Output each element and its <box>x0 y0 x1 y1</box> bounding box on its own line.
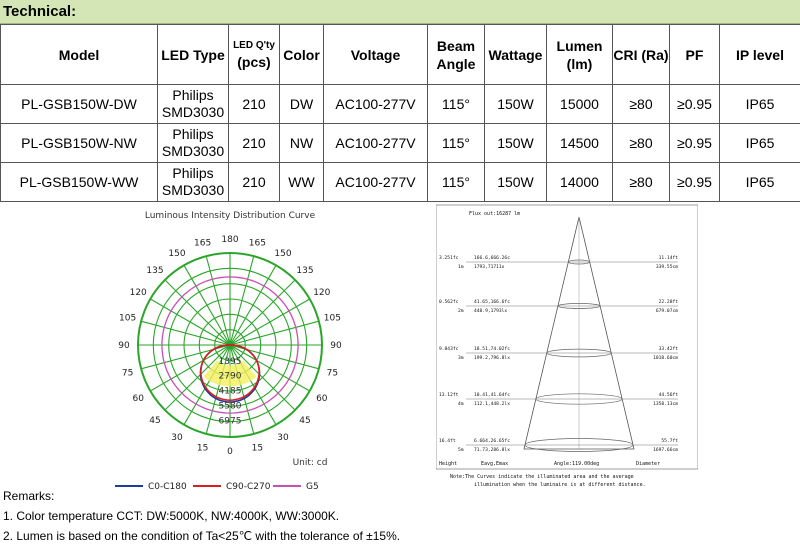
section-header <box>0 0 800 24</box>
diameter-ft: 22.28ft <box>658 300 678 305</box>
polar-angle-label: 75 <box>326 368 339 379</box>
remarks-title: Remarks: <box>3 489 55 503</box>
polar-angle-label: 45 <box>149 416 161 426</box>
header-model: Model <box>1 25 158 85</box>
cell-wattage: 150W <box>485 124 547 163</box>
cell-voltage: AC100-277V <box>324 163 428 202</box>
cell-voltage: AC100-277V <box>324 85 428 124</box>
polar-angle-label: 165 <box>248 238 266 249</box>
polar-angle-label: 120 <box>129 288 147 298</box>
cell-pf: ≥0.95 <box>670 124 720 163</box>
distance-ft: 3.251fc <box>439 256 459 261</box>
header-cri: CRI (Ra) <box>613 25 670 85</box>
polar-angle-label: 15 <box>251 443 264 454</box>
polar-ring-label: 5580 <box>218 401 242 412</box>
table-row <box>1 85 800 124</box>
photometric-frame <box>436 205 698 469</box>
remark-item: 2. Lumen is based on the condition of Ta<25℃ with the tolerance of ±15%. <box>3 529 401 543</box>
cell-cri: ≥80 <box>613 85 670 124</box>
emax-fc: 18.51,74.02fc <box>474 347 510 352</box>
cell-lumen: 15000 <box>547 85 613 124</box>
diameter-cm: 1697.66cm <box>653 448 678 453</box>
flux-label: Flux out:16287 lm <box>469 211 521 217</box>
header-lumen: Lumen (lm) <box>547 25 613 85</box>
diameter-ft: 11.14ft <box>658 256 678 261</box>
header-led-qty: LED Q'ty (pcs) <box>229 25 280 85</box>
polar-ring-label: 1395 <box>218 356 242 367</box>
remarks <box>3 486 400 544</box>
diameter-ft: 44.56ft <box>658 393 678 398</box>
header-pf: PF <box>670 25 720 85</box>
diameter-ft: 33.42ft <box>658 347 678 352</box>
cell-color: NW <box>280 124 324 163</box>
polar-angle-label: 150 <box>168 249 186 260</box>
emax-lx: 448.9,1793lx <box>474 309 508 314</box>
cell-ip: IP65 <box>720 163 800 202</box>
diameter-ft: 55.7ft <box>661 439 678 444</box>
emax-lx: 112.1,448.2lx <box>474 402 510 407</box>
diameter-cm: 679.07cm <box>655 309 678 314</box>
header-ip: IP level <box>720 25 800 85</box>
section-title: Technical: <box>3 3 77 20</box>
polar-angle-label: 90 <box>118 341 130 351</box>
cell-ip: IP65 <box>720 85 800 124</box>
legend-label: G5 <box>306 482 319 492</box>
polar-angle-label: 30 <box>277 432 289 443</box>
polar-angle-label: 75 <box>121 368 134 379</box>
diameter-cm: 1018.60cm <box>653 356 678 361</box>
polar-angle-label: 105 <box>119 313 137 324</box>
diameter-cm: 339.55cm <box>655 265 678 270</box>
polar-angle-label: 180 <box>221 235 239 245</box>
footer-height: Height <box>439 461 458 467</box>
emax-lx: 1793,71711x <box>474 265 505 270</box>
emax-lx: 71.73,286.8lx <box>474 448 510 453</box>
cell-lumen: 14500 <box>547 124 613 163</box>
header-led-type: LED Type <box>158 25 229 85</box>
footer-angle: Angle:119.00deg <box>554 461 600 467</box>
photometric-diagram <box>436 203 698 493</box>
polar-title: Luminous Intensity Distribution Curve <box>144 211 316 221</box>
distance-m: 5m <box>458 448 464 453</box>
polar-ring-label: 2790 <box>218 371 242 382</box>
emax-fc: 41.65,166.6fc <box>474 300 510 305</box>
polar-angle-label: 60 <box>316 394 328 404</box>
header-color: Color <box>280 25 324 85</box>
polar-ring-label: 4185 <box>218 386 242 397</box>
polar-angle-label: 150 <box>274 249 292 260</box>
note-line-2: illumination when the luminaire is at different distance. <box>474 482 646 488</box>
distance-m: 1m <box>458 265 464 270</box>
cell-wattage: 150W <box>485 163 547 202</box>
header-wattage: Wattage <box>485 25 547 85</box>
polar-ring-label: 6975 <box>218 416 242 427</box>
cell-led-type: Philips SMD3030 <box>158 85 229 124</box>
header-beam-angle: Beam Angle <box>428 25 485 85</box>
distance-ft: 9.843fc <box>439 347 459 352</box>
distance-ft: 13.12ft <box>439 393 459 398</box>
header-voltage: Voltage <box>324 25 428 85</box>
cell-color: WW <box>280 163 324 202</box>
polar-angle-label: 30 <box>171 432 183 443</box>
distance-ft: 16.4ft <box>439 439 456 444</box>
cell-qty: 210 <box>229 85 280 124</box>
cell-lumen: 14000 <box>547 163 613 202</box>
distance-m: 4m <box>458 402 464 407</box>
emax-fc: 6.664,26.65fc <box>474 439 510 444</box>
footer-eavg: Eavg,Emax <box>481 461 509 467</box>
cell-wattage: 150W <box>485 85 547 124</box>
polar-angle-label: 45 <box>299 416 311 426</box>
note-line-1: Note:The Curves indicate the illuminated area and the average <box>450 474 634 480</box>
cell-led-type: Philips SMD3030 <box>158 124 229 163</box>
polar-angle-label: 90 <box>330 341 342 351</box>
polar-angle-label: 120 <box>313 288 331 298</box>
distance-m: 2m <box>458 309 464 314</box>
cell-led-type: Philips SMD3030 <box>158 163 229 202</box>
footer-diameter: Diameter <box>636 461 661 467</box>
polar-chart-svg <box>105 203 355 493</box>
cell-beam: 115° <box>428 163 485 202</box>
polar-angle-label: 0 <box>227 447 233 457</box>
polar-angle-label: 135 <box>296 266 314 276</box>
legend-label: C0-C180 <box>148 482 187 492</box>
legend-label: C90-C270 <box>226 482 271 492</box>
cell-cri: ≥80 <box>613 124 670 163</box>
cell-ip: IP65 <box>720 124 800 163</box>
polar-angle-label: 135 <box>146 266 164 276</box>
emax-fc: 166.6,666.26c <box>474 256 510 261</box>
polar-unit: Unit: cd <box>292 458 328 468</box>
cell-cri: ≥80 <box>613 163 670 202</box>
spec-table <box>0 24 800 202</box>
distance-m: 3m <box>458 356 464 361</box>
cell-beam: 115° <box>428 124 485 163</box>
cell-model: PL-GSB150W-WW <box>1 163 158 202</box>
cell-qty: 210 <box>229 163 280 202</box>
cell-qty: 210 <box>229 124 280 163</box>
cell-model: PL-GSB150W-DW <box>1 85 158 124</box>
emax-fc: 10.41,41.64fc <box>474 393 510 398</box>
polar-angle-label: 60 <box>132 394 144 404</box>
emax-lx: 199.2,796.8lx <box>474 356 510 361</box>
table-row <box>1 163 800 202</box>
cell-color: DW <box>280 85 324 124</box>
remark-item: 1. Color temperature CCT: DW:5000K, NW:4000K, WW:3000K. <box>3 509 340 523</box>
table-header-row <box>1 25 800 85</box>
diameter-cm: 1358.13cm <box>653 402 678 407</box>
cell-pf: ≥0.95 <box>670 85 720 124</box>
polar-chart <box>105 203 355 493</box>
distance-ft: 0.562fc <box>439 300 459 305</box>
cell-pf: ≥0.95 <box>670 163 720 202</box>
polar-angle-label: 15 <box>196 443 209 454</box>
polar-angle-label: 105 <box>323 313 341 324</box>
table-row <box>1 124 800 163</box>
cell-beam: 115° <box>428 85 485 124</box>
cell-model: PL-GSB150W-NW <box>1 124 158 163</box>
polar-angle-label: 165 <box>194 238 212 249</box>
cell-voltage: AC100-277V <box>324 124 428 163</box>
photometric-svg <box>436 203 698 493</box>
